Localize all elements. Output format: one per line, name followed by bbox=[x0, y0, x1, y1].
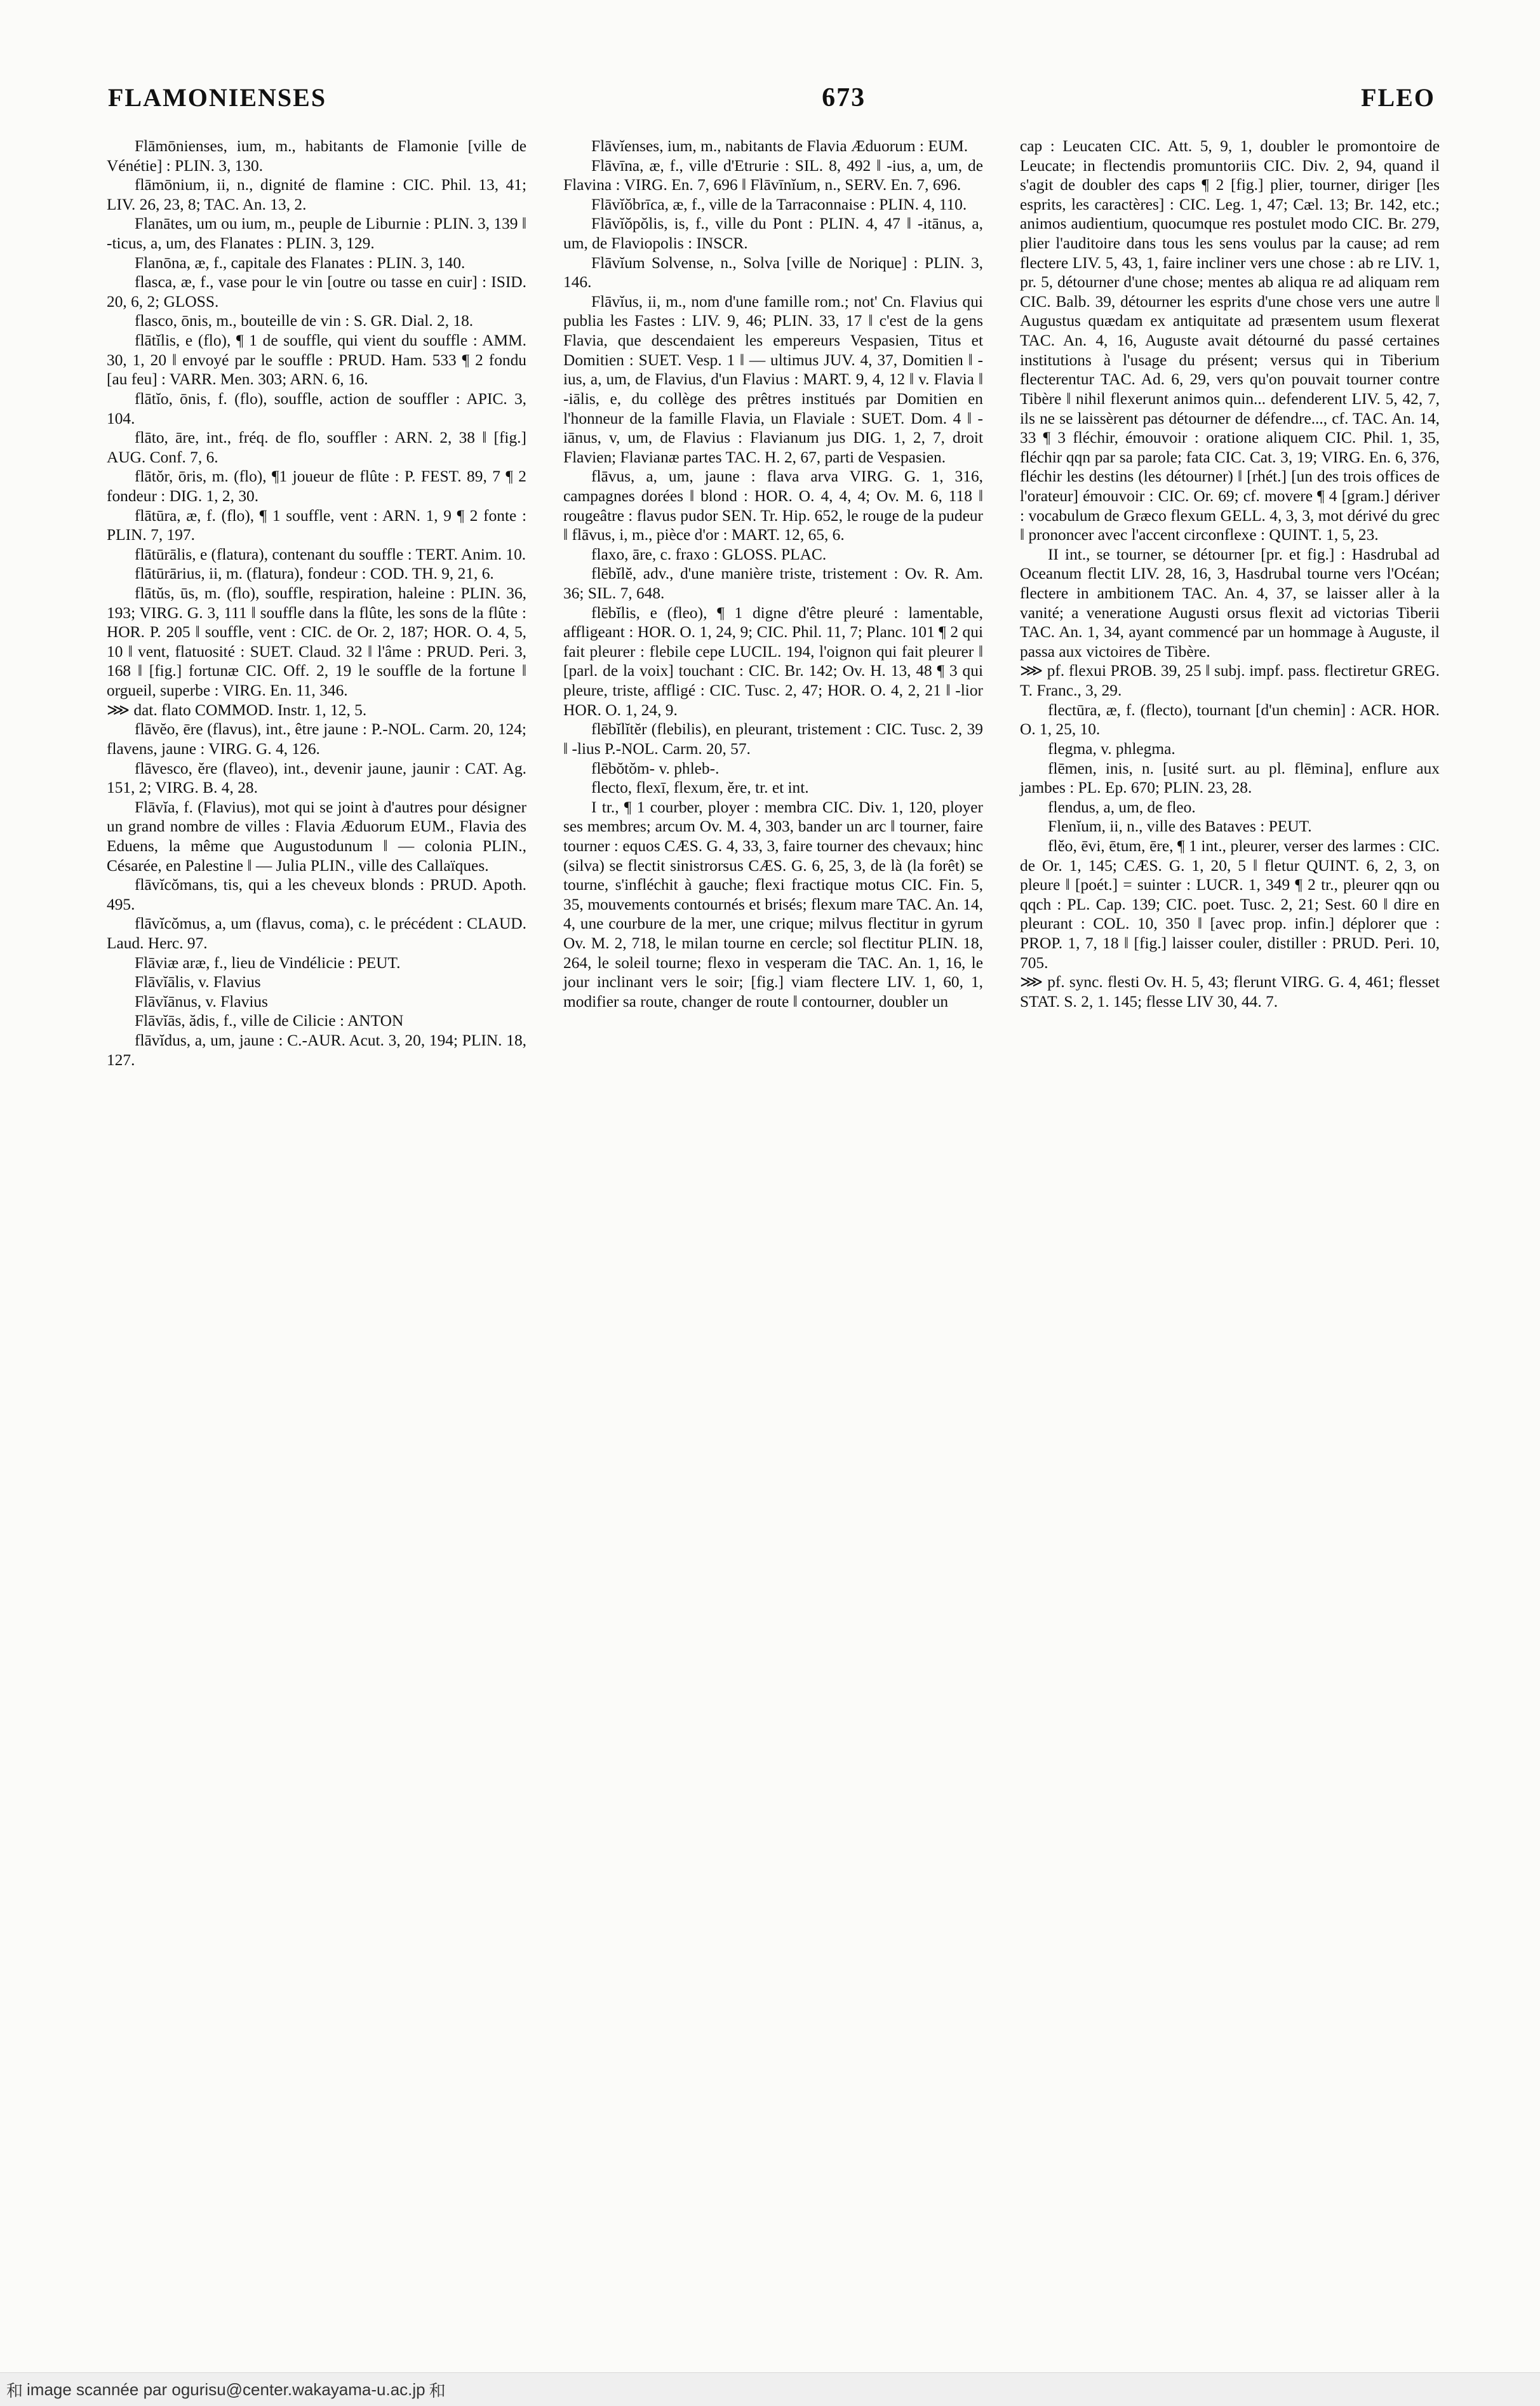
dict-entry: Flāmōnienses, ium, m., habitants de Flamonie [ville de Vénétie] : PLIN. 3, 130. bbox=[107, 137, 526, 175]
dict-entry: flēbŏtŏm- v. phleb-. bbox=[591, 759, 720, 777]
dict-entry: Flāvĭās, ădis, f., ville de Cilicie : ANTON bbox=[135, 1012, 404, 1030]
column-3 bbox=[1020, 137, 1440, 2296]
dict-entry: Flenĭum, ii, n., ville des Bataves : PEUT. bbox=[1048, 817, 1312, 836]
dict-entry: Flāvĭus, ii, m., nom d'une famille rom.; not' Cn. Flavius qui publia les Fastes : LIV. 9, 46; PLIN. 33, 17 ‖ c'est de la gens Flavia, que descendaient les empereurs Vespasien, Titus et Domitien : SUET. Vesp. 1 ‖ — ultimus JUV. 4, 37, Domitien ‖ -ius, a, um, de Flavius, d'un Flavius : MART. 9, 4, 12 ‖ v. Flavia ‖ -iālis, e, du collège des prêtres institués par Domitien en l'honneur de la famille Flavia, un Flaviale : SUET. Dom. 4 ‖ -iānus, v, um, de Flavius : Flavianum jus DIG. 1, 2, 7, droit Flavien; Flavianæ partes TAC. H. 2, 67, parti de Vespasien. bbox=[563, 292, 983, 466]
dict-entry: flectūra, æ, f. (flecto), tournant [d'un chemin] : ACR. HOR. O. 1, 25, 10. bbox=[1020, 701, 1440, 739]
dict-entry-variant: ⋙ pf. sync. flesti Ov. H. 5, 43; flerunt VIRG. G. 4, 461; flesset STAT. S. 2, 1. 145; flesse LIV 30, 44. 7. bbox=[1020, 973, 1440, 1011]
dict-entry: flātŏr, ōris, m. (flo), ¶1 joueur de flûte : P. FEST. 89, 7 ¶ 2 fondeur : DIG. 1, 2, 30. bbox=[107, 467, 526, 505]
scan-credit-bar bbox=[0, 2372, 1540, 2406]
dict-entry: flātūrārius, ii, m. (flatura), fondeur : COD. TH. 9, 21, 6. bbox=[135, 565, 494, 583]
dict-entry: flaxo, āre, c. fraxo : GLOSS. PLAC. bbox=[591, 545, 827, 563]
footer-left-mark: 和 bbox=[6, 2381, 23, 2400]
dict-entry: Flāvĭum Solvense, n., Solva [ville de Norique] : PLIN. 3, 146. bbox=[563, 253, 983, 292]
dict-entry: flātūra, æ, f. (flo), ¶ 1 souffle, vent : ARN. 1, 9 ¶ 2 fonte : PLIN. 7, 197. bbox=[107, 506, 526, 544]
dict-entry: flendus, a, um, de fleo. bbox=[1048, 798, 1196, 816]
dict-entry: Flāvīna, æ, f., ville d'Etrurie : SIL. 8, 492 ‖ -ius, a, um, de Flavina : VIRG. En. 7, 696 ‖ Flāvīnĭum, n., SERV. En. 7, 696. bbox=[563, 156, 983, 194]
dict-entry: Flanātes, um ou ium, m., peuple de Liburnie : PLIN. 3, 139 ‖ -ticus, a, um, des Flanates : PLIN. 3, 129. bbox=[107, 215, 526, 253]
dict-entry: flāvĕo, ēre (flavus), int., être jaune : P.-NOL. Carm. 20, 124; flavens, jaune : VIRG. G. 4, 126. bbox=[107, 720, 526, 758]
dict-entry: flēbĭlĕ, adv., d'une manière triste, tristement : Ov. R. Am. 36; SIL. 7, 648. bbox=[563, 565, 983, 603]
dict-entry-variant: ⋙ dat. flato COMMOD. Instr. 1, 12, 5. bbox=[107, 701, 367, 719]
dict-entry: flēbĭlis, e (fleo), ¶ 1 digne d'être pleuré : lamentable, affligeant : HOR. O. 1, 24, 9; CIC. Phil. 11, 7; Planc. 101 ¶ 2 qui fait pleurer : flebile cepe LUCIL. 194, l'oignon qui fait pleurer ‖ [parl. de la voix] touchant : CIC. Br. 142; Ov. H. 13, 48 ¶ 3 qui pleure, triste, affligé : CIC. Tusc. 2, 47; HOR. O. 4, 2, 21 ‖ -lior HOR. O. 1, 24, 9. bbox=[563, 603, 983, 719]
dict-entry: Flāviæ aræ, f., lieu de Vindélicie : PEUT. bbox=[135, 953, 401, 972]
page-header bbox=[108, 83, 1435, 121]
column-2 bbox=[563, 137, 983, 2296]
dict-entry: Flāvĭenses, ium, m., nabitants de Flavia Æduorum : EUM. bbox=[591, 137, 968, 155]
dict-sense-continuation: cap : Leucaten CIC. Att. 5, 9, 1, doubler le promontoire de Leucate; in flectendis promuntoriis CIC. Div. 2, 94, quand il s'agit de doubler des caps ¶ 2 [fig.] plier, tourner, diriger [les esprits, les caractères] : CIC. Leg. 1, 47; Cæl. 13; Br. 142, etc.; animos audientium, quocumque res postulet modo CIC. Br. 279, plier l'auditoire dans tous les sens voulus par la cause; ad rem flectere LIV. 5, 43, 1, faire incliner vers une chose : ab re LIV. 1, pr. 5, détourner d'une chose; mentes ab aliqua re ad aliquam rem CIC. Balb. 39, détourner les esprits d'une chose vers une autre ‖ Augustus quædam ex antiquitate ad præsentem usum flexerat TAC. An. 4, 16, Auguste avait détourné du passé certaines institutions à l'usage du présent; versus qui in Tiberium flecterentur TAC. Ad. 6, 29, vers qu'on pouvait tourner contre Tibère ‖ nihil flexerunt animos quin... defenderent LIV. 5, 42, 7, ils ne se laissèrent pas détourner de défendre..., cf. TAC. An. 14, 33 ¶ 3 fléchir, émouvoir : oratione aliquem CIC. Phil. 1, 35, fléchir qqn par sa parole; fata CIC. Cat. 3, 19; VIRG. En. 6, 376, fléchir les destins (les détourner) ‖ [rhét.] [un des trois offices de l'orateur] émouvoir : CIC. Or. 69; cf. movere ¶ 4 [gram.] dériver : vocabulum de Græco flexum GELL. 4, 3, 3, mot dérivé du grec ‖ prononcer avec l'accent circonflexe : QUINT. 1, 5, 23. bbox=[1020, 137, 1440, 544]
dict-entry: flēbĭlĭtĕr (flebilis), en pleurant, tristement : CIC. Tusc. 2, 39 ‖ -lius P.-NOL. Carm. 20, 57. bbox=[563, 720, 983, 758]
dict-entry: Flanōna, æ, f., capitale des Flanates : PLIN. 3, 140. bbox=[135, 253, 465, 272]
scan-credit-text: image scannée par ogurisu@center.wakayama-u.ac.jp bbox=[27, 2379, 425, 2399]
column-1 bbox=[107, 137, 526, 2296]
dict-entry: flātūrālis, e (flatura), contenant du souffle : TERT. Anim. 10. bbox=[135, 545, 526, 563]
dict-entry: Flāvĭālis, v. Flavius bbox=[135, 973, 261, 991]
dict-entry: flātĭo, ōnis, f. (flo), souffle, action de souffler : APIC. 3, 104. bbox=[107, 389, 526, 427]
header-right-headword: FLEO bbox=[1361, 83, 1435, 112]
dict-entry: flāvus, a, um, jaune : flava arva VIRG. G. 1, 316, campagnes dorées ‖ blond : HOR. O. 4, 4, 4; Ov. M. 6, 118 ‖ rougeâtre : flavus pudor SEN. Tr. Hip. 652, le rouge de la pudeur ‖ flāvus, i, m., pièce d'or : MART. 12, 65, 6. bbox=[563, 467, 983, 544]
dict-sense: II int., se tourner, se détourner [pr. et fig.] : Hasdrubal ad Oceanum flectit LIV. 28, 16, 3, Hasdrubal tourne vers l'Océan; flectere in ambitionem TAC. An. 4, 37, se laisser aller à la vanité; a veneratione Augusti orsus flexit ad victorias Tiberii TAC. An. 1, 34, ayant commencé par un hommage à Auguste, il passa aux victoires de Tibère. bbox=[1020, 545, 1440, 661]
dict-entry: flasco, ōnis, m., bouteille de vin : S. GR. Dial. 2, 18. bbox=[135, 312, 474, 330]
dict-entry: Flāvĭānus, v. Flavius bbox=[135, 992, 268, 1011]
dict-entry: flēmen, inis, n. [usité surt. au pl. flēmina], enflure aux jambes : PL. Ep. 670; PLIN. 23, 28. bbox=[1020, 759, 1440, 797]
dict-entry: flāvĭdus, a, um, jaune : C.-AUR. Acut. 3, 20, 194; PLIN. 18, 127. bbox=[107, 1032, 526, 1069]
dict-sense: I tr., ¶ 1 courber, ployer : membra CIC. Div. 1, 120, ployer ses membres; arcum Ov. M. 4, 303, bander un arc ‖ tourner, faire tourner : equos CÆS. G. 4, 33, 3, faire tourner des chevaux; hinc (silva) se flectit sinistrorsus CÆS. G. 6, 25, 3, de là (la forêt) se tourne, s'infléchit à gauche; flexi fractique motus CIC. Fin. 5, 35, mouvements contournés et brisés; flexum mare TAC. An. 14, 4, une courbure de la mer, une crique; milvus flectitur in gyrum Ov. M. 2, 718, le milan tourne en cercle; sol flectitur PLIN. 18, 264, le soleil tourne; flexo in vesperam die TAC. An. 1, 16, le jour inclinant vers le soir; [fig.] viam flectere LIV. 1, 60, 1, modifier sa route, changer de route ‖ contourner, doubler un bbox=[563, 798, 983, 1011]
dict-entry: flasca, æ, f., vase pour le vin [outre ou tasse en cuir] : ISID. 20, 6, 2; GLOSS. bbox=[107, 273, 526, 311]
dict-entry: flecto, flexī, flexum, ĕre, tr. et int. bbox=[591, 779, 809, 797]
dict-entry: flegma, v. phlegma. bbox=[1048, 739, 1175, 758]
dict-entry: flāvĭcŏmus, a, um (flavus, coma), c. le précédent : CLAUD. Laud. Herc. 97. bbox=[107, 915, 526, 952]
dict-entry: flāvesco, ĕre (flaveo), int., devenir jaune, jaunir : CAT. Ag. 151, 2; VIRG. B. 4, 28. bbox=[107, 759, 526, 797]
text-columns bbox=[107, 137, 1440, 2296]
dict-entry: flāvĭcŏmans, tis, qui a les cheveux blonds : PRUD. Apoth. 495. bbox=[107, 876, 526, 913]
dict-entry: flāto, āre, int., fréq. de flo, souffler : ARN. 2, 38 ‖ [fig.] AUG. Conf. 7, 6. bbox=[107, 429, 526, 466]
page-number: 673 bbox=[822, 83, 866, 112]
dict-entry: flātŭs, ūs, m. (flo), souffle, respiration, haleine : PLIN. 36, 193; VIRG. G. 3, 111 ‖ souffle dans la flûte, les sons de la flûte : HOR. P. 205 ‖ souffle, vent : CIC. de Or. 2, 187; HOR. O. 4, 5, 10 ‖ vent, flatuosité : SUET. Claud. 32 ‖ l'âme : PRUD. Peri. 3, 168 ‖ [fig.] fortunæ CIC. Off. 2, 19 le souffle de la fortune ‖ orgueil, superbe : VIRG. En. 11, 346. bbox=[107, 584, 526, 700]
dict-entry: Flāvĭa, f. (Flavius), mot qui se joint à d'autres pour désigner un grand nombre de villes : Flavia Æduorum EUM., Flavia des Eduens, la même que Augustodunum ‖ — colonia PLIN., Césarée, en Palestine ‖ — Julia PLIN., ville des Callaïques. bbox=[107, 798, 526, 875]
dict-entry: flĕo, ēvi, ētum, ēre, ¶ 1 int., pleurer, verser des larmes : CIC. de Or. 1, 145; CÆS. G. 1, 20, 5 ‖ fletur QUINT. 6, 2, 3, on pleure ‖ [poét.] = suinter : LUCR. 1, 349 ¶ 2 tr., pleurer qqn ou qqch : PL. Cap. 139; CIC. poet. Tusc. 2, 21; Sest. 60 ‖ dire en pleurant : COL. 10, 350 ‖ [avec prop. infin.] déplorer que : PROP. 1, 7, 18 ‖ [fig.] laisser couler, distiller : PRUD. Peri. 10, 705. bbox=[1020, 837, 1440, 972]
dict-entry-variant: ⋙ pf. flexui PROB. 39, 25 ‖ subj. impf. pass. flectiretur GREG. T. Franc., 3, 29. bbox=[1020, 662, 1440, 700]
dict-entry: Flāvĭŏpŏlis, is, f., ville du Pont : PLIN. 4, 47 ‖ -itānus, a, um, de Flaviopolis : INSCR. bbox=[563, 215, 983, 253]
footer-right-mark: 和 bbox=[429, 2381, 446, 2400]
dict-entry: flāmōnium, ii, n., dignité de flamine : CIC. Phil. 13, 41; LIV. 26, 23, 8; TAC. An. 13, 2. bbox=[107, 176, 526, 213]
dict-entry: flātĭlis, e (flo), ¶ 1 de souffle, qui vient du souffle : AMM. 30, 1, 20 ‖ envoyé par le souffle : PRUD. Ham. 533 ¶ 2 fondu [au feu] : VARR. Men. 303; ARN. 6, 16. bbox=[107, 332, 526, 389]
header-left-headword: FLAMONIENSES bbox=[108, 83, 327, 112]
dict-entry: Flāvĭŏbrīca, æ, f., ville de la Tarraconnaise : PLIN. 4, 110. bbox=[591, 195, 967, 213]
